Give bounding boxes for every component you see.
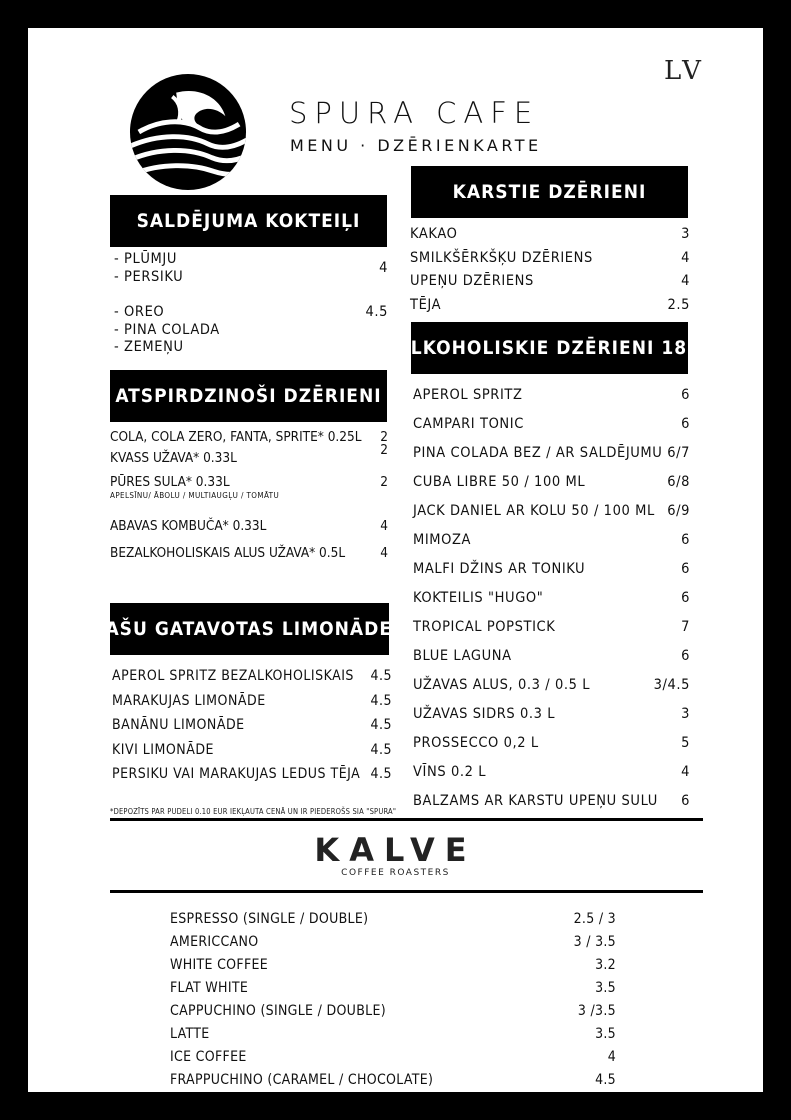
kalve-logo: KALVE [314,831,477,869]
menu-item [170,1046,616,1069]
menu-item-name: COLA, COLA ZERO, FANTA, SPRITE* 0.25L [110,429,362,445]
menu-item-name: BEZALKOHOLISKAIS ALUS UŽAVA* 0.5L [110,545,346,561]
menu-item-price: 6 [681,561,690,577]
menu-item-price: 6 [681,590,690,606]
section-header-milkshakes: SALDĒJUMA KOKTEIĻI [110,195,387,247]
section-header-lemonades: PAŠU GATAVOTAS LIMONĀDES [110,603,389,655]
menu-item-name: SMILKŠĒRKŠĶU DZĒRIENS [410,249,593,266]
menu-item-name: UŽAVAS SIDRS 0.3 L [413,706,556,722]
menu-item [410,294,690,318]
menu-item-name: MALFI DŽINS AR TONIKU [413,561,586,577]
menu-item-price: 6/9 [667,503,690,519]
menu-item-name: KAKAO [410,226,458,242]
menu-item-price: 7 [681,619,690,635]
milkshakes-group-1 [114,250,388,286]
menu-item-note: APELSĪNU/ ĀBOLU / MULTIAUGĻU / TOMĀTU [110,491,280,500]
menu-item [413,526,690,555]
soft-drinks-list [110,429,388,561]
menu-item [110,474,388,490]
menu-item-name: - PERSIKU [114,269,184,285]
menu-item [413,497,690,526]
menu-item-price: 2 [380,474,388,490]
menu-item-price: 3.2 [595,957,616,973]
milkshakes-group-2 [114,304,388,357]
menu-item [410,223,690,247]
menu-item-price: 6 [681,532,690,548]
menu-item-name: KVASS UŽAVA* 0.33L [110,450,237,466]
menu-item-name: - PINA COLADA [114,321,220,338]
divider [110,890,703,893]
menu-item [170,1000,616,1023]
menu-item-price: 4.5 [370,668,392,684]
menu-item-name: FRAPPUCHINO (CARAMEL / CHOCOLATE) [170,1072,434,1088]
menu-item-name: TĒJA [410,296,442,313]
menu-item-name: ABAVAS KOMBUČA* 0.33L [110,518,267,534]
menu-item-price: 4.5 [370,692,392,709]
menu-item-name: BLUE LAGUNA [413,648,512,664]
menu-item-name: CAPPUCHINO (SINGLE / DOUBLE) [170,1003,386,1019]
menu-item-price: 6 [681,416,690,432]
menu-item-name: VĪNS 0.2 L [413,764,487,780]
menu-item-name: KOKTEILIS "HUGO" [413,590,544,606]
language-label[interactable]: LV [664,56,705,86]
menu-item [170,908,616,931]
menu-item-price: 6 [681,648,690,664]
menu-item [112,689,392,714]
menu-item-name: UPEŅU DZĒRIENS [410,273,534,289]
menu-item-price: 4 [380,545,388,561]
menu-item [112,664,392,689]
menu-item-price: 4.5 [370,717,392,733]
spura-logo-icon [129,73,247,191]
lemonades-list [112,664,392,787]
menu-item-name: APEROL SPRITZ [413,387,523,403]
menu-item-price: 3 [681,226,690,242]
cafe-name: SPURA CAFE [289,96,540,130]
divider [110,818,703,821]
menu-item [413,584,690,613]
menu-item-price: 4 [380,518,388,534]
menu-item [110,545,388,561]
menu-item-price: 3 / 3.5 [573,934,616,950]
menu-item [413,613,690,642]
menu-item [112,738,392,763]
menu-item [410,270,690,294]
menu-item-price: 2 [380,442,388,458]
menu-item-price: 4.5 [365,304,388,320]
menu-item-price: 5 [681,735,690,751]
menu-item-name: CUBA LIBRE 50 / 100 ML [413,474,586,490]
menu-item [170,931,616,954]
menu-item [413,700,690,729]
menu-item [170,1069,616,1092]
menu-item [170,954,616,977]
menu-item-price: 4.5 [370,766,392,782]
menu-item-price: 2.5 [667,296,690,313]
menu-item-price: 6 [681,387,690,403]
menu-item-price: 3.5 [595,1026,616,1042]
menu-item-name: WHITE COFFEE [170,957,269,973]
menu-item-name: FLAT WHITE [170,980,249,996]
menu-item-name: UŽAVAS ALUS, 0.3 / 0.5 L [413,677,591,693]
menu-item-price: 6/7 [667,445,690,461]
menu-item-name: KIVI LIMONĀDE [112,741,214,758]
coffee-list [170,908,616,1092]
menu-item-name: BANĀNU LIMONĀDE [112,717,245,733]
menu-item-name: LATTE [170,1026,210,1042]
menu-item-name: - PLŪMJU [114,251,177,267]
menu-item-price: 4 [607,1049,616,1065]
menu-item [413,671,690,700]
menu-item [413,729,690,758]
menu-item-price: 6 [681,793,690,809]
menu-item-price: 2 [380,429,388,445]
menu-item-name: ESPRESSO (SINGLE / DOUBLE) [170,911,369,927]
menu-item-name: PŪRES SULA* 0.33L [110,474,230,490]
menu-item-price: 4 [681,764,690,780]
menu-item-price: 6/8 [667,474,690,490]
kalve-subtitle: COFFEE ROASTERS [341,868,450,878]
section-header-soft-drinks: ATSPIRDZINOŠI DZĒRIENI [110,370,387,422]
menu-item-name: TROPICAL POPSTICK [413,619,556,635]
menu-item [170,1023,616,1046]
menu-item [413,758,690,787]
menu-item [110,442,388,466]
menu-item-price: 4.5 [370,741,392,758]
menu-item-name: - OREO [114,304,165,320]
menu-item-name: APEROL SPRITZ BEZALKOHOLISKAIS [112,668,354,684]
menu-item-name: AMERICCANO [170,934,259,950]
menu-item-name: CAMPARI TONIC [413,416,524,432]
menu-item-price: 3.5 [595,980,616,996]
menu-item [110,518,388,534]
menu-item [413,410,690,439]
menu-item-price: 4.5 [595,1072,616,1088]
menu-item [413,381,690,410]
menu-item-name: - ZEMEŅU [114,339,184,355]
hot-drinks-list [410,223,690,317]
menu-item [413,642,690,671]
menu-subtitle: MENU · DZĒRIENKARTE [290,136,542,155]
section-header-hot-drinks: KARSTIE DZĒRIENI [411,166,688,218]
alcoholic-drinks-list [413,381,690,816]
menu-item-name: PERSIKU VAI MARAKUJAS LEDUS TĒJA [112,766,361,782]
menu-item [413,468,690,497]
menu-item [110,429,388,445]
menu-item [170,977,616,1000]
menu-item-name: MIMOZA [413,532,472,548]
menu-item [413,555,690,584]
menu-item-name: JACK DANIEL AR KOLU 50 / 100 ML [413,503,655,519]
menu-item [112,713,392,738]
menu-item [413,439,690,468]
menu-item [410,247,690,271]
menu-item-price: 4 [681,273,690,289]
menu-item-price: 4 [379,260,388,276]
menu-item-price: 2.5 / 3 [573,911,616,927]
section-header-alcoholic-drinks: ALKOHOLISKIE DZĒRIENI 18+ [411,322,688,374]
menu-item-name: BALZAMS AR KARSTU UPEŅU SULU [413,793,658,809]
menu-item-price: 3 [681,706,690,722]
menu-item [112,762,392,787]
menu-item-price: 4 [681,249,690,266]
menu-item-name: ICE COFFEE [170,1049,247,1065]
menu-item-name: MARAKUJAS LIMONĀDE [112,692,266,709]
menu-item [413,787,690,816]
menu-item-name: PINA COLADA BEZ / AR SALDĒJUMU [413,445,663,461]
menu-item-price: 3 /3.5 [577,1003,616,1019]
menu-item-price: 3/4.5 [653,677,690,693]
deposit-footnote: *DEPOZĪTS PAR PUDELI 0.10 EUR IEKĻAUTA CENĀ UN IR PIEDEROŠS SIA "SPURA" [110,807,397,816]
menu-page [28,28,763,1092]
menu-item-name: PROSSECCO 0,2 L [413,735,539,751]
